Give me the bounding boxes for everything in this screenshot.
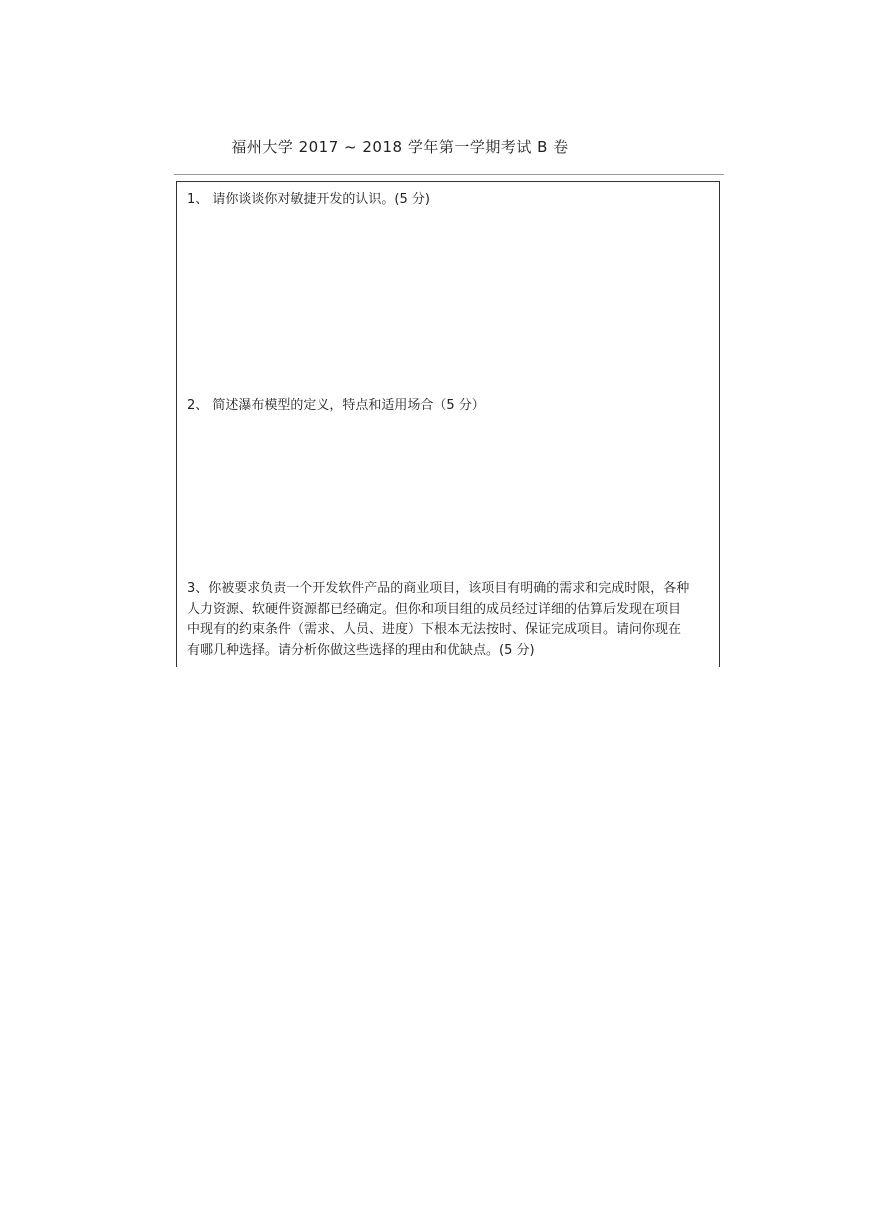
title-divider [174,174,724,175]
question-2-text: 2、 简述瀑布模型的定义，特点和适用场合（5 分） [187,398,485,413]
question-1-text: 1、 请你谈谈你对敏捷开发的认识。(5 分) [187,192,430,207]
question-3 [187,579,709,661]
exam-title: 福州大学 2017 ~ 2018 学年第一学期考试 B 卷 [231,138,569,156]
question-3-line-2: 人力资源、软硬件资源都已经确定。但你和项目组的成员经过详细的估算后发现在项目 [187,601,682,617]
question-3-line-3: 中现有的约束条件（需求、人员、进度）下根本无法按时、保证完成项目。请问你现在 [187,622,682,637]
question-3-line-4: 有哪几种选择。请分析你做这些选择的理由和优缺点。(5 分) [187,642,535,658]
question-2 [187,396,709,417]
question-3-line-1: 3、你被要求负责一个开发软件产品的商业项目，该项目有明确的需求和完成时限，各种 [187,581,690,596]
exam-answer-box [176,181,720,667]
question-1 [187,190,709,211]
